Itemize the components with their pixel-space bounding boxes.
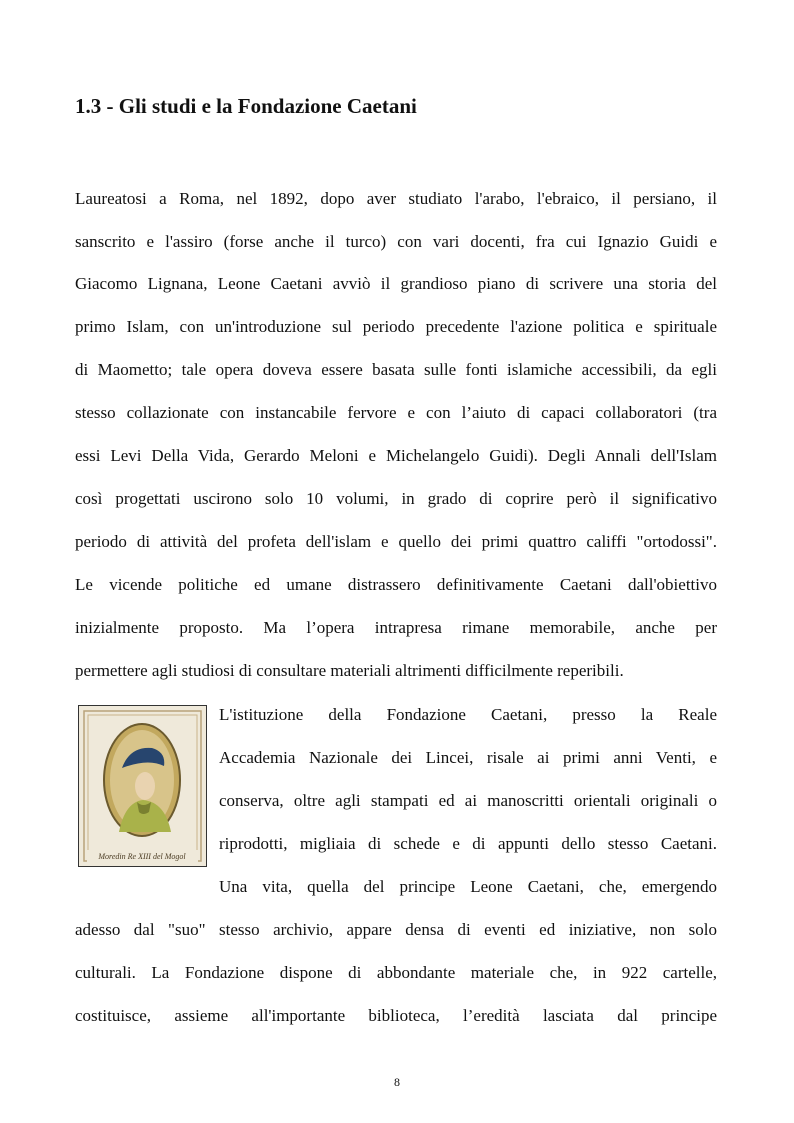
page-number: 8 xyxy=(394,1075,400,1089)
text-line: conserva, oltre agli stampati ed ai manoscritti orientali originali o xyxy=(219,791,717,810)
text-line: essi Levi Della Vida, Gerardo Meloni e Michelangelo Guidi). Degli Annali dell'Islam xyxy=(75,446,717,465)
text-line: adesso dal "suo" stesso archivio, appare densa di eventi ed iniziative, non solo xyxy=(75,920,717,939)
text-line: culturali. La Fondazione dispone di abbondante materiale che, in 922 cartelle, xyxy=(75,963,717,982)
text-line: stesso collazionate con instancabile fervore e con l’aiuto di capaci collaboratori (tra xyxy=(75,403,717,422)
text-line: periodo di attività del profeta dell'islam e quello dei primi quattro califfi "ortodossi". xyxy=(75,532,717,551)
text-line: L'istituzione della Fondazione Caetani, presso la Reale xyxy=(219,705,717,724)
portrait-image xyxy=(78,705,207,867)
text-line: Una vita, quella del principe Leone Caetani, che, emergendo xyxy=(219,877,717,896)
text-line: sanscrito e l'assiro (forse anche il turco) con vari docenti, fra cui Ignazio Guidi e xyxy=(75,232,717,251)
portrait-caption: Moredin Re XIII del Mogol xyxy=(98,852,186,861)
text-line: Accademia Nazionale dei Lincei, risale ai primi anni Venti, e xyxy=(219,748,717,767)
text-line: costituisce, assieme all'importante biblioteca, l’eredità lasciata dal principe xyxy=(75,1006,717,1025)
text-line: Laureatosi a Roma, nel 1892, dopo aver studiato l'arabo, l'ebraico, il persiano, il xyxy=(75,189,717,208)
text-line: di Maometto; tale opera doveva essere basata sulle fonti islamiche accessibili, da egli xyxy=(75,360,717,379)
text-line: riprodotti, migliaia di schede e di appunti dello stesso Caetani. xyxy=(219,834,717,853)
text-line: inizialmente proposto. Ma l’opera intrapresa rimane memorabile, anche per xyxy=(75,618,717,637)
text-line: primo Islam, con un'introduzione sul periodo precedente l'azione politica e spirituale xyxy=(75,317,717,336)
portrait-illustration xyxy=(79,706,206,866)
text-line: così progettati uscirono solo 10 volumi, in grado di coprire però il significativo xyxy=(75,489,717,508)
text-line: permettere agli studiosi di consultare materiali altrimenti difficilmente reperibili. xyxy=(75,661,624,680)
text-line: Le vicende politiche ed umane distrassero definitivamente Caetani dall'obiettivo xyxy=(75,575,717,594)
text-line: Giacomo Lignana, Leone Caetani avviò il grandioso piano di scrivere una storia del xyxy=(75,274,717,293)
section-heading: 1.3 - Gli studi e la Fondazione Caetani xyxy=(75,94,417,118)
